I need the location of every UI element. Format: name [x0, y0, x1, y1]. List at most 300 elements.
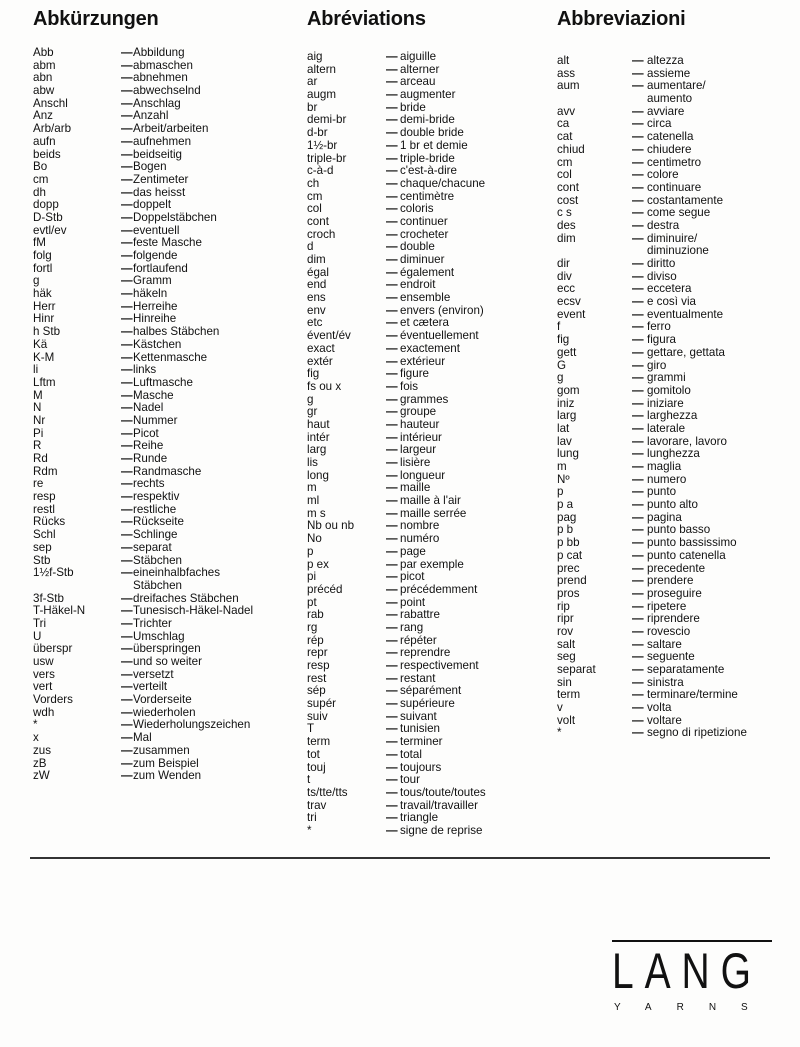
- dash-separator: —: [632, 142, 644, 156]
- abbreviation: dim: [557, 231, 576, 245]
- dash-separator: —: [632, 586, 644, 600]
- meaning: maille: [400, 481, 431, 495]
- abbreviation: ecc: [557, 282, 576, 296]
- dash-separator: —: [386, 633, 398, 647]
- meaning: diritto: [647, 257, 676, 270]
- abbreviation: p: [307, 544, 314, 558]
- meaning: Hinreihe: [133, 312, 177, 326]
- meaning: pagina: [647, 510, 682, 524]
- meaning: catenella: [647, 130, 694, 144]
- meaning: triple-bride: [400, 151, 455, 165]
- dash-separator: —: [632, 624, 644, 638]
- meaning: signe de reprise: [400, 823, 483, 837]
- dash-separator: —: [121, 299, 133, 313]
- dash-separator: —: [121, 71, 133, 85]
- abbreviation: resp: [33, 490, 56, 504]
- abbreviation: *: [557, 726, 562, 740]
- dash-separator: —: [632, 371, 644, 385]
- abbreviation: U: [33, 629, 42, 643]
- dash-separator: —: [386, 303, 398, 317]
- abbreviation: abm: [33, 58, 56, 72]
- abbreviation: pros: [557, 586, 580, 600]
- meaning: doppelt: [133, 198, 172, 212]
- meaning: Stäbchen: [133, 553, 182, 567]
- meaning: diviso: [647, 269, 677, 283]
- abbreviation: t: [307, 773, 311, 787]
- dash-separator: —: [386, 570, 398, 584]
- dash-separator: —: [632, 66, 644, 80]
- dash-separator: —: [386, 291, 398, 305]
- meaning: endroit: [400, 278, 436, 292]
- meaning: diminuzione: [647, 244, 709, 258]
- dash-separator: —: [121, 413, 133, 427]
- dash-separator: —: [121, 84, 133, 98]
- abbreviation: Bo: [33, 160, 48, 174]
- abbreviation: cont: [557, 180, 579, 194]
- dash-separator: —: [632, 650, 644, 664]
- meaning: ripetere: [647, 599, 687, 613]
- dash-separator: —: [386, 62, 398, 76]
- abbreviation: lung: [557, 447, 579, 461]
- abbreviation: chiud: [557, 142, 585, 156]
- dash-separator: —: [632, 193, 644, 207]
- abbreviation: touj: [307, 760, 326, 774]
- abbreviation: p bb: [557, 536, 580, 550]
- dash-separator: —: [632, 523, 644, 537]
- dash-separator: —: [121, 172, 133, 186]
- meaning: assieme: [647, 66, 691, 80]
- dash-separator: —: [121, 401, 133, 415]
- meaning: figure: [400, 367, 430, 381]
- meaning: continuer: [400, 214, 448, 228]
- dash-separator: —: [121, 350, 133, 364]
- abbreviation: g: [33, 274, 40, 288]
- dash-separator: —: [121, 629, 133, 643]
- meaning: riprendere: [647, 612, 700, 626]
- meaning: und so weiter: [133, 655, 202, 668]
- dash-separator: —: [121, 236, 133, 250]
- abbreviation: D-Stb: [33, 210, 63, 224]
- meaning: colore: [647, 168, 679, 182]
- abbreviation: p: [557, 485, 564, 499]
- abbreviation: term: [307, 735, 331, 749]
- meaning: hauteur: [400, 417, 440, 431]
- abbreviation: abn: [33, 71, 53, 85]
- dash-separator: —: [121, 198, 133, 212]
- meaning: Trichter: [133, 616, 172, 630]
- abbreviation: gr: [307, 405, 318, 419]
- abbreviation: intér: [307, 430, 330, 444]
- dash-separator: —: [386, 798, 398, 812]
- abbreviation: prec: [557, 561, 580, 575]
- meaning: Reihe: [133, 439, 164, 453]
- meaning: diminuer: [400, 253, 445, 266]
- dash-separator: —: [632, 561, 644, 575]
- meaning: avviare: [647, 104, 685, 118]
- dash-separator: —: [121, 223, 133, 237]
- meaning: figura: [647, 333, 677, 347]
- abbreviation: supér: [307, 697, 337, 711]
- abbreviation: cost: [557, 193, 579, 207]
- abbreviation: rép: [307, 633, 324, 647]
- abbreviation: fig: [307, 367, 320, 381]
- abbreviation: gett: [557, 345, 577, 359]
- abbreviation: m: [307, 481, 317, 495]
- meaning: gomitolo: [647, 383, 691, 397]
- abbreviation: Rdm: [33, 464, 58, 478]
- abbreviation: Anz: [33, 109, 53, 123]
- meaning: demi-bride: [400, 113, 455, 127]
- meaning: Zentimeter: [133, 172, 189, 186]
- dash-separator: —: [386, 659, 398, 672]
- abbreviation: extér: [307, 354, 333, 368]
- abbreviation: Pi: [33, 426, 44, 440]
- meaning: lunghezza: [647, 447, 700, 461]
- abbreviation: T-Häkel-N: [33, 604, 86, 618]
- dash-separator: —: [121, 261, 133, 275]
- dash-separator: —: [632, 180, 644, 194]
- french-heading: Abréviations: [307, 8, 426, 30]
- meaning: groupe: [400, 405, 437, 419]
- dash-separator: —: [386, 735, 398, 749]
- meaning: travail/travailler: [400, 798, 478, 812]
- meaning: Schlinge: [133, 528, 178, 542]
- abbreviation: précéd: [307, 582, 343, 596]
- dash-separator: —: [121, 743, 133, 757]
- abbreviation: v: [557, 701, 563, 715]
- abbreviation: ml: [307, 494, 320, 508]
- abbreviation: d: [307, 240, 314, 254]
- abbreviation: 3f-Stb: [33, 591, 64, 605]
- abbreviation: Kä: [33, 337, 48, 351]
- meaning: double: [400, 240, 435, 254]
- meaning: altezza: [647, 54, 684, 67]
- abbreviation: sép: [307, 684, 326, 698]
- dash-separator: —: [386, 823, 398, 837]
- abbreviation: dopp: [33, 198, 59, 212]
- abbreviation: x: [33, 731, 39, 745]
- meaning: et cætera: [400, 316, 449, 330]
- dash-separator: —: [386, 253, 398, 266]
- dash-separator: —: [121, 210, 133, 224]
- dash-separator: —: [632, 599, 644, 613]
- dash-separator: —: [632, 168, 644, 182]
- dash-separator: —: [121, 566, 133, 580]
- meaning: terminare/termine: [647, 688, 738, 702]
- meaning: respectivement: [400, 659, 479, 672]
- abbreviation: gom: [557, 383, 580, 397]
- abbreviation: f: [557, 320, 561, 334]
- meaning: circa: [647, 117, 672, 131]
- meaning: Nummer: [133, 413, 178, 427]
- meaning: ferro: [647, 320, 671, 334]
- abbreviation: d-br: [307, 126, 328, 140]
- dash-separator: —: [632, 663, 644, 676]
- meaning: Bogen: [133, 160, 167, 174]
- abbreviation: R: [33, 439, 42, 453]
- dash-separator: —: [121, 655, 133, 668]
- dash-separator: —: [632, 155, 644, 169]
- dash-separator: —: [121, 756, 133, 770]
- meaning: maille serrée: [400, 506, 467, 520]
- footer-divider: [30, 857, 770, 859]
- italian-heading: Abbreviazioni: [557, 8, 686, 30]
- dash-separator: —: [121, 109, 133, 123]
- dash-separator: —: [632, 295, 644, 309]
- dash-separator: —: [386, 646, 398, 660]
- dash-separator: —: [386, 671, 398, 685]
- dash-separator: —: [386, 697, 398, 711]
- dash-separator: —: [386, 481, 398, 495]
- dash-separator: —: [386, 532, 398, 546]
- meaning: Anschlag: [133, 96, 181, 110]
- abbreviation: ts/tte/tts: [307, 785, 348, 799]
- meaning: restant: [400, 671, 436, 685]
- dash-separator: —: [386, 544, 398, 558]
- abbreviation: croch: [307, 227, 336, 241]
- dash-separator: —: [632, 536, 644, 550]
- meaning: aiguille: [400, 50, 437, 63]
- meaning: laterale: [647, 421, 686, 435]
- abbreviation: Hinr: [33, 312, 55, 326]
- dash-separator: —: [121, 693, 133, 707]
- meaning: Gramm: [133, 274, 172, 288]
- dash-separator: —: [121, 147, 133, 161]
- abbreviation: zus: [33, 743, 52, 757]
- meaning: respektiv: [133, 490, 180, 504]
- lang-yarns-logo: [612, 940, 772, 1020]
- dash-separator: —: [386, 430, 398, 444]
- dash-separator: —: [386, 379, 398, 393]
- abbreviation: c s: [557, 206, 572, 220]
- meaning: Tunesisch-Häkel-Nadel: [133, 604, 254, 618]
- meaning: punto: [647, 485, 677, 499]
- abbreviation: env: [307, 303, 326, 317]
- dash-separator: —: [632, 485, 644, 499]
- abbreviation: ar: [307, 75, 318, 89]
- meaning: terminer: [400, 735, 443, 749]
- dash-separator: —: [386, 506, 398, 520]
- german-heading: Abkürzungen: [33, 8, 159, 30]
- abbreviation: Rücks: [33, 515, 66, 529]
- dash-separator: —: [632, 307, 644, 321]
- dash-separator: —: [121, 312, 133, 326]
- meaning: rovescio: [647, 624, 691, 638]
- meaning: separatamente: [647, 663, 725, 676]
- meaning: come segue: [647, 206, 711, 220]
- dash-separator: —: [386, 278, 398, 292]
- meaning: lisière: [400, 456, 431, 469]
- dash-separator: —: [386, 151, 398, 165]
- abbreviation: fortl: [33, 261, 53, 275]
- abbreviation: ens: [307, 291, 326, 305]
- meaning: Luftmasche: [133, 375, 193, 389]
- abbreviation: h Stb: [33, 325, 61, 339]
- abbreviation: m s: [307, 506, 326, 520]
- abbreviation: suiv: [307, 709, 328, 723]
- dash-separator: —: [121, 249, 133, 262]
- dash-separator: —: [632, 447, 644, 461]
- dash-separator: —: [121, 122, 133, 136]
- abbreviation: égal: [307, 265, 329, 279]
- meaning: seguente: [647, 650, 695, 664]
- dash-separator: —: [386, 785, 398, 799]
- meaning: abwechselnd: [133, 84, 201, 98]
- dash-separator: —: [386, 341, 398, 355]
- dash-separator: —: [632, 130, 644, 144]
- meaning: costantamente: [647, 193, 724, 207]
- meaning: maille à l'air: [400, 494, 461, 508]
- abbreviation: larg: [557, 409, 577, 423]
- abbreviation: Lftm: [33, 375, 56, 389]
- abbreviation: pag: [557, 510, 577, 524]
- meaning: eventuell: [133, 223, 180, 237]
- dash-separator: —: [386, 494, 398, 508]
- meaning: links: [133, 363, 157, 377]
- abbreviation: exact: [307, 341, 335, 355]
- meaning: beidseitig: [133, 147, 182, 161]
- meaning: abnehmen: [133, 71, 188, 85]
- dash-separator: —: [632, 333, 644, 347]
- dash-separator: —: [632, 574, 644, 588]
- abbreviation: dh: [33, 185, 46, 199]
- meaning: point: [400, 595, 426, 609]
- abbreviation: Nº: [557, 472, 570, 486]
- abbreviation: tot: [307, 747, 320, 761]
- meaning: Kettenmasche: [133, 350, 208, 364]
- dash-separator: —: [386, 709, 398, 723]
- abbreviation: Anschl: [33, 96, 68, 110]
- abbreviation: resp: [307, 659, 330, 672]
- meaning: continuare: [647, 180, 702, 194]
- meaning: reprendre: [400, 646, 451, 660]
- dash-separator: —: [386, 100, 398, 114]
- meaning: séparément: [400, 684, 462, 698]
- dash-separator: —: [386, 595, 398, 609]
- meaning: répéter: [400, 633, 437, 647]
- meaning: iniziare: [647, 396, 684, 410]
- abbreviation: rov: [557, 624, 574, 638]
- abbreviation: ca: [557, 117, 570, 131]
- abbreviation: demi-br: [307, 113, 347, 127]
- abbreviation: ch: [307, 176, 320, 190]
- meaning: également: [400, 265, 455, 279]
- dash-separator: —: [121, 160, 133, 174]
- dash-separator: —: [632, 421, 644, 435]
- abbreviation: volt: [557, 713, 576, 727]
- abbreviation: p ex: [307, 557, 329, 571]
- dash-separator: —: [121, 731, 133, 745]
- dash-separator: —: [632, 612, 644, 626]
- dash-separator: —: [632, 218, 644, 232]
- abbreviation: long: [307, 468, 329, 482]
- dash-separator: —: [121, 477, 133, 491]
- abbreviation: ripr: [557, 612, 574, 626]
- meaning: Runde: [133, 452, 168, 465]
- abbreviation: re: [33, 477, 44, 491]
- dash-separator: —: [121, 705, 133, 719]
- abbreviation: Tri: [33, 616, 47, 630]
- meaning: ensemble: [400, 291, 451, 305]
- meaning: tour: [400, 773, 420, 787]
- meaning: centimètre: [400, 189, 455, 203]
- meaning: alterner: [400, 62, 440, 76]
- abbreviation: end: [307, 278, 327, 292]
- dash-separator: —: [386, 468, 398, 482]
- dash-separator: —: [121, 528, 133, 542]
- meaning: feste Masche: [133, 236, 202, 250]
- dash-separator: —: [386, 265, 398, 279]
- meaning: proseguire: [647, 586, 702, 600]
- abbreviation: Stb: [33, 553, 51, 567]
- abbreviation: Vorders: [33, 693, 73, 707]
- meaning: punto alto: [647, 498, 698, 512]
- dash-separator: —: [632, 548, 644, 562]
- meaning: Abbildung: [133, 46, 185, 59]
- dash-separator: —: [386, 557, 398, 571]
- dash-separator: —: [121, 540, 133, 554]
- abbreviation: aum: [557, 79, 580, 93]
- dash-separator: —: [121, 426, 133, 440]
- dash-separator: —: [386, 75, 398, 89]
- dash-separator: —: [386, 760, 398, 774]
- dash-separator: —: [121, 616, 133, 630]
- dash-separator: —: [386, 227, 398, 241]
- abbreviation: seg: [557, 650, 576, 664]
- abbreviation: col: [307, 202, 322, 216]
- dash-separator: —: [121, 388, 133, 402]
- dash-separator: —: [121, 502, 133, 516]
- meaning: Anzahl: [133, 109, 169, 123]
- meaning: versetzt: [133, 667, 174, 681]
- dash-separator: —: [386, 240, 398, 254]
- abbreviation: des: [557, 218, 576, 232]
- abbreviation: fM: [33, 236, 46, 250]
- dash-separator: —: [632, 117, 644, 131]
- meaning: augmenter: [400, 88, 456, 102]
- meaning: punto catenella: [647, 548, 726, 562]
- abbreviation: aufn: [33, 134, 56, 148]
- abbreviation: N: [33, 401, 42, 415]
- meaning: häkeln: [133, 287, 168, 301]
- meaning: abmaschen: [133, 58, 193, 72]
- abbreviation: augm: [307, 88, 337, 102]
- meaning: zusammen: [133, 743, 190, 757]
- abbreviation: br: [307, 100, 318, 114]
- meaning: bride: [400, 100, 426, 114]
- dash-separator: —: [386, 456, 398, 469]
- dash-separator: —: [386, 113, 398, 127]
- abbreviation: T: [307, 722, 315, 736]
- dash-separator: —: [121, 718, 133, 732]
- dash-separator: —: [386, 620, 398, 634]
- dash-separator: —: [632, 79, 644, 93]
- dash-separator: —: [121, 642, 133, 656]
- meaning: Umschlag: [133, 629, 185, 643]
- dash-separator: —: [121, 46, 133, 59]
- abbreviation: rip: [557, 599, 570, 613]
- dash-separator: —: [121, 464, 133, 478]
- meaning: Wiederholungszeichen: [133, 718, 251, 732]
- meaning: Stäbchen: [133, 578, 182, 592]
- meaning: c'est-à-dire: [400, 164, 457, 178]
- abbreviation: *: [33, 718, 38, 732]
- dash-separator: —: [121, 185, 133, 199]
- abbreviation: lis: [307, 456, 318, 469]
- abbreviation: etc: [307, 316, 323, 330]
- meaning: toujours: [400, 760, 442, 774]
- dash-separator: —: [386, 138, 398, 152]
